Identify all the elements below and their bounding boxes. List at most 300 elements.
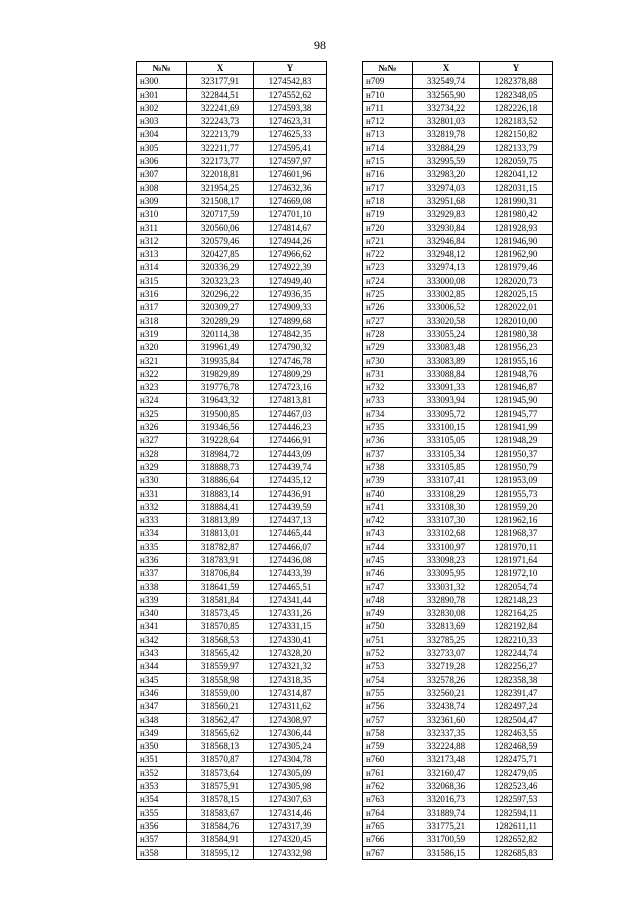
point-id-cell: н717 — [363, 181, 413, 194]
point-id-cell: н318 — [137, 314, 187, 327]
table-row — [363, 567, 553, 580]
point-id-cell: н740 — [363, 487, 413, 500]
table-row — [363, 500, 553, 513]
column-header-number: №№ — [363, 62, 413, 75]
point-id-cell: н315 — [137, 274, 187, 287]
y-coordinate-cell: 1274308,97 — [254, 713, 327, 726]
y-coordinate-cell: 1282597,53 — [480, 793, 553, 806]
y-coordinate-cell: 1274632,36 — [254, 181, 327, 194]
x-coordinate-cell: 332890,78 — [413, 593, 480, 606]
x-coordinate-cell: 332785,25 — [413, 633, 480, 646]
y-coordinate-cell: 1274701,10 — [254, 208, 327, 221]
point-id-cell: н305 — [137, 141, 187, 154]
y-coordinate-cell: 1282020,73 — [480, 274, 553, 287]
table-row — [137, 394, 327, 407]
point-id-cell: н310 — [137, 208, 187, 221]
table-row — [363, 208, 553, 221]
point-id-cell: н741 — [363, 500, 413, 513]
table-row — [363, 806, 553, 819]
table-row — [137, 633, 327, 646]
table-row — [137, 367, 327, 380]
point-id-cell: н304 — [137, 128, 187, 141]
table-row — [363, 141, 553, 154]
x-coordinate-cell: 318570,87 — [187, 753, 254, 766]
point-id-cell: н344 — [137, 660, 187, 673]
y-coordinate-cell: 1282497,24 — [480, 700, 553, 713]
point-id-cell: н748 — [363, 593, 413, 606]
x-coordinate-cell: 319961,49 — [187, 341, 254, 354]
coordinates-table-right — [362, 61, 553, 860]
x-coordinate-cell: 319935,84 — [187, 354, 254, 367]
x-coordinate-cell: 332974,13 — [413, 261, 480, 274]
point-id-cell: н328 — [137, 447, 187, 460]
table-row — [363, 726, 553, 739]
table-row — [137, 527, 327, 540]
table-row — [137, 540, 327, 553]
point-id-cell: н358 — [137, 846, 187, 859]
y-coordinate-cell: 1281953,09 — [480, 474, 553, 487]
x-coordinate-cell: 318595,12 — [187, 846, 254, 859]
table-row — [363, 740, 553, 753]
point-id-cell: н742 — [363, 514, 413, 527]
y-coordinate-cell: 1281962,16 — [480, 514, 553, 527]
point-id-cell: н355 — [137, 806, 187, 819]
y-coordinate-cell: 1274306,44 — [254, 726, 327, 739]
x-coordinate-cell: 332068,36 — [413, 780, 480, 793]
point-id-cell: н347 — [137, 700, 187, 713]
table-row — [137, 181, 327, 194]
table-row — [137, 460, 327, 473]
table-row — [363, 367, 553, 380]
x-coordinate-cell: 318583,67 — [187, 806, 254, 819]
table-row — [363, 234, 553, 247]
table-row — [363, 327, 553, 340]
x-coordinate-cell: 322243,73 — [187, 115, 254, 128]
point-id-cell: н737 — [363, 447, 413, 460]
table-row — [363, 713, 553, 726]
x-coordinate-cell: 318575,91 — [187, 780, 254, 793]
table-row — [137, 128, 327, 141]
y-coordinate-cell: 1282192,84 — [480, 620, 553, 633]
point-id-cell: н728 — [363, 327, 413, 340]
y-coordinate-cell: 1274314,87 — [254, 686, 327, 699]
x-coordinate-cell: 332734,22 — [413, 101, 480, 114]
table-row — [137, 88, 327, 101]
point-id-cell: н352 — [137, 766, 187, 779]
table-row — [363, 793, 553, 806]
x-coordinate-cell: 331700,59 — [413, 833, 480, 846]
y-coordinate-cell: 1281980,38 — [480, 327, 553, 340]
x-coordinate-cell: 332930,84 — [413, 221, 480, 234]
x-coordinate-cell: 320427,85 — [187, 248, 254, 261]
y-coordinate-cell: 1274813,81 — [254, 394, 327, 407]
table-row — [363, 421, 553, 434]
table-row — [137, 221, 327, 234]
point-id-cell: н727 — [363, 314, 413, 327]
table-row — [137, 274, 327, 287]
table-row — [137, 314, 327, 327]
table-row — [137, 381, 327, 394]
x-coordinate-cell: 318570,85 — [187, 620, 254, 633]
y-coordinate-cell: 1282391,47 — [480, 686, 553, 699]
y-coordinate-cell: 1274443,09 — [254, 447, 327, 460]
x-coordinate-cell: 333095,95 — [413, 567, 480, 580]
y-coordinate-cell: 1274746,78 — [254, 354, 327, 367]
point-id-cell: н301 — [137, 88, 187, 101]
point-id-cell: н336 — [137, 553, 187, 566]
x-coordinate-cell: 318706,84 — [187, 567, 254, 580]
point-id-cell: н752 — [363, 647, 413, 660]
y-coordinate-cell: 1282164,25 — [480, 607, 553, 620]
y-coordinate-cell: 1274307,63 — [254, 793, 327, 806]
point-id-cell: н755 — [363, 686, 413, 699]
table-row — [137, 833, 327, 846]
x-coordinate-cell: 322173,77 — [187, 155, 254, 168]
table-row — [137, 593, 327, 606]
point-id-cell: н306 — [137, 155, 187, 168]
point-id-cell: н756 — [363, 700, 413, 713]
y-coordinate-cell: 1274936,35 — [254, 288, 327, 301]
x-coordinate-cell: 318559,97 — [187, 660, 254, 673]
point-id-cell: н739 — [363, 474, 413, 487]
y-coordinate-cell: 1274922,39 — [254, 261, 327, 274]
y-coordinate-cell: 1274331,15 — [254, 620, 327, 633]
x-coordinate-cell: 332813,69 — [413, 620, 480, 633]
table-row — [137, 434, 327, 447]
table-row — [363, 381, 553, 394]
coordinates-table-left — [136, 61, 327, 860]
x-coordinate-cell: 318578,15 — [187, 793, 254, 806]
point-id-cell: н329 — [137, 460, 187, 473]
x-coordinate-cell: 318559,00 — [187, 686, 254, 699]
x-coordinate-cell: 331889,74 — [413, 806, 480, 819]
table-row — [363, 580, 553, 593]
point-id-cell: н333 — [137, 514, 187, 527]
point-id-cell: н763 — [363, 793, 413, 806]
table-row — [137, 115, 327, 128]
table-row — [137, 194, 327, 207]
point-id-cell: н341 — [137, 620, 187, 633]
x-coordinate-cell: 322213,79 — [187, 128, 254, 141]
x-coordinate-cell: 332830,08 — [413, 607, 480, 620]
point-id-cell: н765 — [363, 819, 413, 832]
table-row — [137, 766, 327, 779]
point-id-cell: н738 — [363, 460, 413, 473]
point-id-cell: н343 — [137, 647, 187, 660]
y-coordinate-cell: 1274436,08 — [254, 553, 327, 566]
x-coordinate-cell: 333100,15 — [413, 421, 480, 434]
table-row — [137, 487, 327, 500]
table-row — [363, 128, 553, 141]
y-coordinate-cell: 1274597,97 — [254, 155, 327, 168]
y-coordinate-cell: 1274314,46 — [254, 806, 327, 819]
point-id-cell: н759 — [363, 740, 413, 753]
table-row — [363, 514, 553, 527]
table-row — [137, 407, 327, 420]
point-id-cell: н319 — [137, 327, 187, 340]
x-coordinate-cell: 320309,27 — [187, 301, 254, 314]
table-row — [363, 620, 553, 633]
table-row — [137, 447, 327, 460]
table-row — [363, 487, 553, 500]
x-coordinate-cell: 333107,30 — [413, 514, 480, 527]
y-coordinate-cell: 1282685,83 — [480, 846, 553, 859]
y-coordinate-cell: 1274814,67 — [254, 221, 327, 234]
y-coordinate-cell: 1274341,44 — [254, 593, 327, 606]
y-coordinate-cell: 1282210,33 — [480, 633, 553, 646]
x-coordinate-cell: 333095,72 — [413, 407, 480, 420]
y-coordinate-cell: 1281946,87 — [480, 381, 553, 394]
point-id-cell: н354 — [137, 793, 187, 806]
table-row — [363, 101, 553, 114]
y-coordinate-cell: 1282523,46 — [480, 780, 553, 793]
y-coordinate-cell: 1274328,20 — [254, 647, 327, 660]
x-coordinate-cell: 331586,15 — [413, 846, 480, 859]
x-coordinate-cell: 333102,68 — [413, 527, 480, 540]
point-id-cell: н320 — [137, 341, 187, 354]
point-id-cell: н322 — [137, 367, 187, 380]
point-id-cell: н720 — [363, 221, 413, 234]
y-coordinate-cell: 1282504,47 — [480, 713, 553, 726]
x-coordinate-cell: 322018,81 — [187, 168, 254, 181]
table-row — [137, 819, 327, 832]
table-header-row — [363, 62, 553, 75]
y-coordinate-cell: 1274317,39 — [254, 819, 327, 832]
x-coordinate-cell: 332974,03 — [413, 181, 480, 194]
x-coordinate-cell: 332549,74 — [413, 75, 480, 88]
point-id-cell: н316 — [137, 288, 187, 301]
point-id-cell: н751 — [363, 633, 413, 646]
y-coordinate-cell: 1274466,07 — [254, 540, 327, 553]
y-coordinate-cell: 1281980,42 — [480, 208, 553, 221]
x-coordinate-cell: 333108,30 — [413, 500, 480, 513]
y-coordinate-cell: 1281979,46 — [480, 261, 553, 274]
table-row — [363, 540, 553, 553]
x-coordinate-cell: 318813,01 — [187, 527, 254, 540]
y-coordinate-cell: 1281959,20 — [480, 500, 553, 513]
table-row — [137, 620, 327, 633]
y-coordinate-cell: 1274623,31 — [254, 115, 327, 128]
x-coordinate-cell: 332983,20 — [413, 168, 480, 181]
column-header-x: X — [413, 62, 480, 75]
table-row — [137, 208, 327, 221]
x-coordinate-cell: 333083,48 — [413, 341, 480, 354]
y-coordinate-cell: 1281948,29 — [480, 434, 553, 447]
y-coordinate-cell: 1282244,74 — [480, 647, 553, 660]
point-id-cell: н730 — [363, 354, 413, 367]
x-coordinate-cell: 333000,08 — [413, 274, 480, 287]
column-header-number: №№ — [137, 62, 187, 75]
y-coordinate-cell: 1274446,23 — [254, 421, 327, 434]
table-row — [137, 75, 327, 88]
point-id-cell: н340 — [137, 607, 187, 620]
point-id-cell: н725 — [363, 288, 413, 301]
y-coordinate-cell: 1282183,52 — [480, 115, 553, 128]
point-id-cell: н735 — [363, 421, 413, 434]
x-coordinate-cell: 319776,78 — [187, 381, 254, 394]
point-id-cell: н716 — [363, 168, 413, 181]
y-coordinate-cell: 1282652,82 — [480, 833, 553, 846]
column-header-y: Y — [480, 62, 553, 75]
table-row — [363, 593, 553, 606]
column-header-y: Y — [254, 62, 327, 75]
y-coordinate-cell: 1281962,90 — [480, 248, 553, 261]
table-row — [363, 248, 553, 261]
x-coordinate-cell: 318782,87 — [187, 540, 254, 553]
point-id-cell: н335 — [137, 540, 187, 553]
point-id-cell: н312 — [137, 234, 187, 247]
table-row — [137, 780, 327, 793]
table-row — [363, 394, 553, 407]
table-row — [363, 301, 553, 314]
y-coordinate-cell: 1282041,12 — [480, 168, 553, 181]
point-id-cell: н767 — [363, 846, 413, 859]
table-row — [137, 101, 327, 114]
point-id-cell: н753 — [363, 660, 413, 673]
point-id-cell: н757 — [363, 713, 413, 726]
x-coordinate-cell: 321954,25 — [187, 181, 254, 194]
table-row — [363, 221, 553, 234]
table-row — [363, 633, 553, 646]
table-row — [137, 421, 327, 434]
point-id-cell: н323 — [137, 381, 187, 394]
y-coordinate-cell: 1274790,32 — [254, 341, 327, 354]
x-coordinate-cell: 319829,89 — [187, 367, 254, 380]
table-row — [363, 607, 553, 620]
point-id-cell: н732 — [363, 381, 413, 394]
x-coordinate-cell: 332565,90 — [413, 88, 480, 101]
y-coordinate-cell: 1281970,11 — [480, 540, 553, 553]
point-id-cell: н713 — [363, 128, 413, 141]
x-coordinate-cell: 332884,29 — [413, 141, 480, 154]
y-coordinate-cell: 1274304,78 — [254, 753, 327, 766]
table-row — [137, 567, 327, 580]
point-id-cell: н339 — [137, 593, 187, 606]
table-row — [363, 766, 553, 779]
table-row — [137, 474, 327, 487]
x-coordinate-cell: 318884,41 — [187, 500, 254, 513]
point-id-cell: н731 — [363, 367, 413, 380]
x-coordinate-cell: 320323,23 — [187, 274, 254, 287]
y-coordinate-cell: 1281950,79 — [480, 460, 553, 473]
x-coordinate-cell: 318581,84 — [187, 593, 254, 606]
table-row — [137, 580, 327, 593]
y-coordinate-cell: 1274467,03 — [254, 407, 327, 420]
table-row — [363, 155, 553, 168]
y-coordinate-cell: 1282611,11 — [480, 819, 553, 832]
x-coordinate-cell: 318783,91 — [187, 553, 254, 566]
point-id-cell: н334 — [137, 527, 187, 540]
y-coordinate-cell: 1274433,39 — [254, 567, 327, 580]
point-id-cell: н736 — [363, 434, 413, 447]
table-row — [137, 806, 327, 819]
y-coordinate-cell: 1274949,40 — [254, 274, 327, 287]
table-row — [363, 261, 553, 274]
point-id-cell: н327 — [137, 434, 187, 447]
x-coordinate-cell: 332948,12 — [413, 248, 480, 261]
y-coordinate-cell: 1274625,33 — [254, 128, 327, 141]
y-coordinate-cell: 1282031,15 — [480, 181, 553, 194]
point-id-cell: н749 — [363, 607, 413, 620]
x-coordinate-cell: 332173,48 — [413, 753, 480, 766]
table-row — [363, 686, 553, 699]
table-row — [137, 753, 327, 766]
y-coordinate-cell: 1281928,93 — [480, 221, 553, 234]
point-id-cell: н754 — [363, 673, 413, 686]
x-coordinate-cell: 332438,74 — [413, 700, 480, 713]
point-id-cell: н762 — [363, 780, 413, 793]
y-coordinate-cell: 1274305,24 — [254, 740, 327, 753]
point-id-cell: н711 — [363, 101, 413, 114]
y-coordinate-cell: 1281948,76 — [480, 367, 553, 380]
point-id-cell: н760 — [363, 753, 413, 766]
point-id-cell: н733 — [363, 394, 413, 407]
table-row — [137, 327, 327, 340]
table-row — [137, 301, 327, 314]
y-coordinate-cell: 1281946,90 — [480, 234, 553, 247]
y-coordinate-cell: 1282378,88 — [480, 75, 553, 88]
table-row — [363, 354, 553, 367]
x-coordinate-cell: 332951,68 — [413, 194, 480, 207]
point-id-cell: н746 — [363, 567, 413, 580]
table-row — [137, 660, 327, 673]
x-coordinate-cell: 332719,28 — [413, 660, 480, 673]
point-id-cell: н721 — [363, 234, 413, 247]
x-coordinate-cell: 332361,60 — [413, 713, 480, 726]
y-coordinate-cell: 1274809,29 — [254, 367, 327, 380]
x-coordinate-cell: 320336,29 — [187, 261, 254, 274]
x-coordinate-cell: 319228,64 — [187, 434, 254, 447]
y-coordinate-cell: 1282594,11 — [480, 806, 553, 819]
table-row — [137, 740, 327, 753]
x-coordinate-cell: 333105,34 — [413, 447, 480, 460]
x-coordinate-cell: 318565,62 — [187, 726, 254, 739]
y-coordinate-cell: 1282479,05 — [480, 766, 553, 779]
point-id-cell: н308 — [137, 181, 187, 194]
point-id-cell: н324 — [137, 394, 187, 407]
x-coordinate-cell: 333006,52 — [413, 301, 480, 314]
table-row — [137, 500, 327, 513]
x-coordinate-cell: 318584,91 — [187, 833, 254, 846]
y-coordinate-cell: 1274332,98 — [254, 846, 327, 859]
point-id-cell: н357 — [137, 833, 187, 846]
x-coordinate-cell: 320289,29 — [187, 314, 254, 327]
y-coordinate-cell: 1282358,38 — [480, 673, 553, 686]
x-coordinate-cell: 318560,21 — [187, 700, 254, 713]
y-coordinate-cell: 1281956,23 — [480, 341, 553, 354]
table-row — [363, 673, 553, 686]
x-coordinate-cell: 333083,89 — [413, 354, 480, 367]
x-coordinate-cell: 332995,59 — [413, 155, 480, 168]
point-id-cell: н332 — [137, 500, 187, 513]
x-coordinate-cell: 332160,47 — [413, 766, 480, 779]
table-row — [137, 155, 327, 168]
point-id-cell: н313 — [137, 248, 187, 261]
table-row — [363, 527, 553, 540]
x-coordinate-cell: 333031,32 — [413, 580, 480, 593]
point-id-cell: н342 — [137, 633, 187, 646]
x-coordinate-cell: 321508,17 — [187, 194, 254, 207]
point-id-cell: н758 — [363, 726, 413, 739]
point-id-cell: н764 — [363, 806, 413, 819]
x-coordinate-cell: 333108,29 — [413, 487, 480, 500]
column-header-x: X — [187, 62, 254, 75]
table-row — [363, 780, 553, 793]
x-coordinate-cell: 332819,78 — [413, 128, 480, 141]
x-coordinate-cell: 333091,33 — [413, 381, 480, 394]
x-coordinate-cell: 318886,64 — [187, 474, 254, 487]
point-id-cell: н314 — [137, 261, 187, 274]
